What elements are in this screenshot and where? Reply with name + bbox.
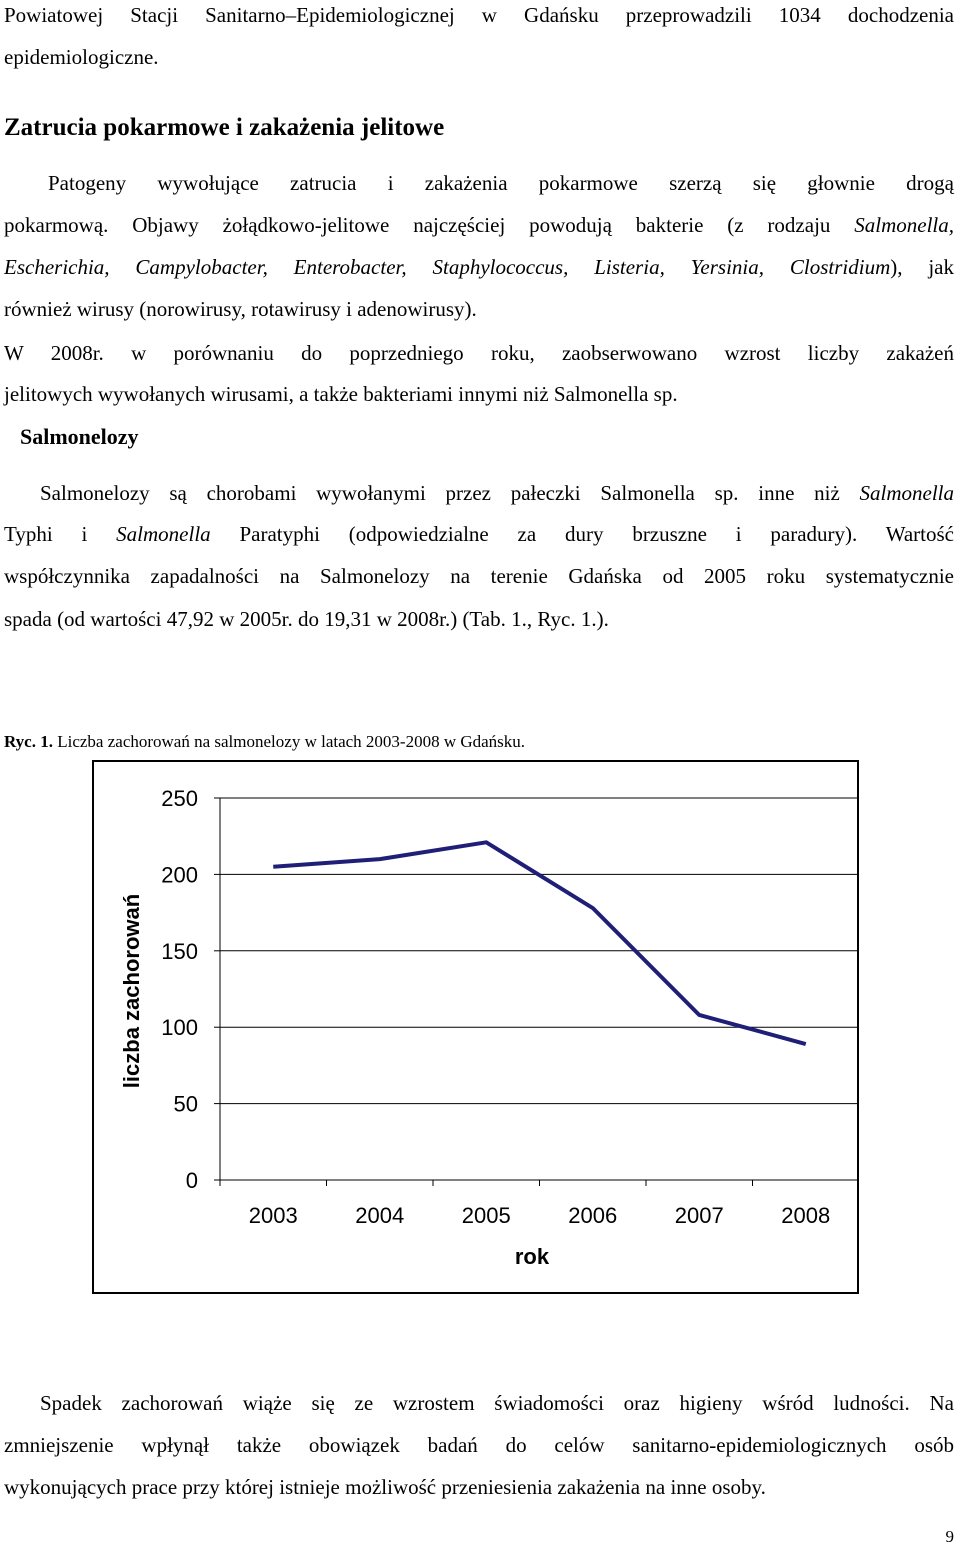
x-tick-label-2007: 2007	[674, 1203, 724, 1228]
figure-caption-label: Ryc. 1.	[4, 732, 53, 751]
para2-line-2	[4, 521, 954, 547]
x-tick-label-2006: 2006	[568, 1203, 618, 1228]
para2-line-3: współczynnika zapadalności na Salmonelozy na terenie Gdańska od 2005 roku systematycznie	[4, 564, 954, 588]
para3-line-1: Spadek zachorowań wiąże się ze wzrostem świadomości oraz higieny wśród ludności. Na	[40, 1391, 954, 1415]
para2-line-2-text-a: Typhi i	[4, 522, 117, 546]
para1-line-6: jelitowych wywołanych wirusami, a także bakteriami innymi niż Salmonella sp.	[4, 382, 678, 406]
y-tick-label-250: 250	[161, 786, 198, 811]
figure-caption-text: Liczba zachorowań na salmonelozy w latach 2003-2008 w Gdańsku.	[52, 732, 526, 751]
para2-line-2-text-c: Paratyphi (odpowiedzialne za dury brzuszne i paradury). Wartość	[210, 522, 954, 546]
para3-line-2: zmniejszenie wpłynął także obowiązek badań do celów sanitarno-epidemiologicznych osób	[4, 1433, 954, 1457]
intro-line-2: epidemiologiczne.	[4, 45, 159, 69]
x-tick-label-2008: 2008	[781, 1203, 831, 1228]
y-tick-label-100: 100	[161, 1015, 198, 1041]
subsection-title: Salmonelozy	[20, 424, 139, 449]
y-tick-label-150: 150	[161, 938, 198, 964]
para1-line-4: również wirusy (norowirusy, rotawirusy i adenowirusy).	[4, 297, 477, 321]
section-title: Zatrucia pokarmowe i zakażenia jelitowe	[4, 114, 445, 141]
para1-line-5: W 2008r. w porównaniu do poprzedniego roku, zaobserwowano wzrost liczby zakażeń	[4, 341, 954, 365]
para1-line-2-italic: Salmonella,	[854, 213, 954, 237]
x-tick-label-2005: 2005	[461, 1203, 511, 1228]
para1-line-1: Patogeny wywołujące zatrucia i zakażenia pokarmowe szerzą się głownie drogą	[48, 171, 954, 195]
para2-line-2-italic: Salmonella	[116, 522, 211, 546]
para3-line-3: wykonujących prace przy której istnieje możliwość przeniesienia zakażenia na inne osoby.	[4, 1475, 766, 1499]
para1-line-3	[4, 254, 954, 280]
para2-line-1-italic: Salmonella	[859, 481, 954, 505]
y-tick-label-50: 50	[173, 1091, 198, 1117]
para1-line-3-italic: Escherichia, Campylobacter, Enterobacter, Staphylococcus, Listeria, Yersinia, Clostridium	[4, 255, 891, 279]
x-tick-label-2004: 2004	[355, 1203, 405, 1228]
page-number: 9	[945, 1527, 954, 1546]
y-tick-label-200: 200	[161, 862, 198, 888]
intro-line-1: Powiatowej Stacji Sanitarno–Epidemiologicznej w Gdańsku przeprowadzili 1034 dochodzenia	[4, 3, 954, 27]
x-tick-label-2003: 2003	[248, 1203, 298, 1228]
salmonellosis-line-chart	[92, 760, 859, 1294]
para1-line-2	[4, 212, 954, 238]
para2-line-1	[40, 480, 954, 506]
x-axis-label: rok	[514, 1244, 550, 1269]
y-tick-label-0: 0	[185, 1168, 198, 1193]
para2-line-1-text: Salmonelozy są chorobami wywołanymi przez pałeczki Salmonella sp. inne niż	[40, 481, 860, 505]
para2-line-4: spada (od wartości 47,92 w 2005r. do 19,31 w 2008r.) (Tab. 1., Ryc. 1.).	[4, 607, 609, 631]
figure-caption	[4, 731, 525, 753]
y-axis-label: liczba zachorowań	[119, 893, 144, 1089]
series-line	[273, 842, 806, 1044]
para1-line-2-text: pokarmową. Objawy żołądkowo-jelitowe najczęściej powodują bakterie (z rodzaju	[4, 213, 855, 237]
para1-line-3-text: ), jak	[890, 255, 954, 279]
